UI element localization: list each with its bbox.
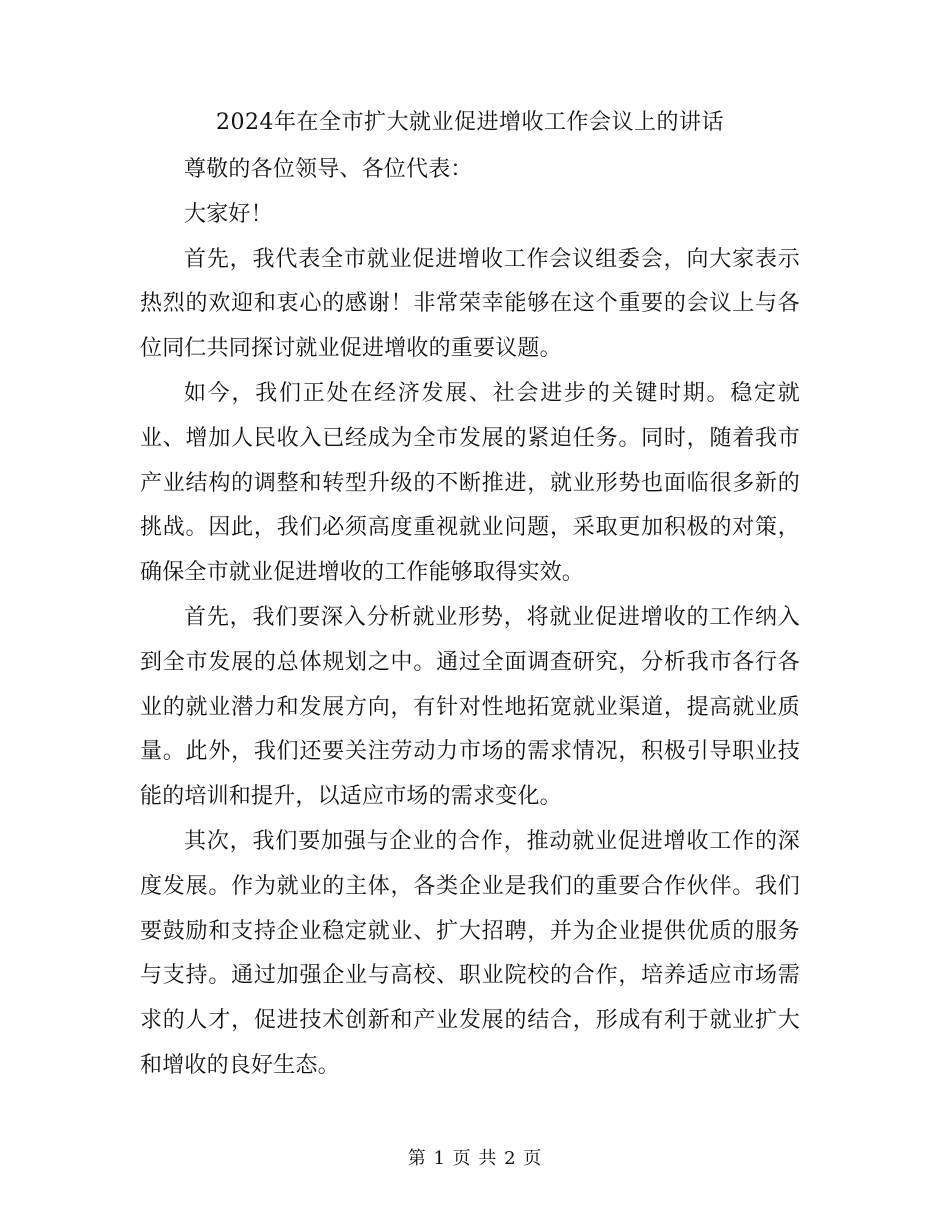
body-paragraph: 如今，我们正处在经济发展、社会进步的关键时期。稳定就业、增加人民收入已经成为全市发展的紧迫任务。同时，随着我市产业结构的调整和转型升级的不断推进，就业形势也面临很多新的挑战。因此，我们必须高度重视就业问题，采取更加积极的对策，确保全市就业促进增收的工作能够取得实效。	[140, 380, 800, 586]
greeting-paragraph: 大家好！	[184, 201, 273, 227]
document-body	[140, 148, 800, 1089]
body-paragraph: 首先，我们要深入分析就业形势，将就业促进增收的工作纳入到全市发展的总体规划之中。通过全面调查研究，分析我市各行各业的就业潜力和发展方向，有针对性地拓宽就业渠道，提高就业质量。此外，我们还要关注劳动力市场的需求情况，积极引导职业技能的培训和提升，以适应市场的需求变化。	[140, 604, 800, 810]
salutation-paragraph: 尊敬的各位领导、各位代表：	[184, 157, 473, 182]
page-number-footer: 第 1 页 共 2 页	[407, 1148, 543, 1169]
document-title: 2024年在全市扩大就业促进增收工作会议上的讲话	[216, 110, 724, 135]
body-paragraph: 首先，我代表全市就业促进增收工作会议组委会，向大家表示热烈的欢迎和衷心的感谢！非常荣幸能够在这个重要的会议上与各位同仁共同探讨就业促进增收的重要议题。	[140, 246, 800, 362]
body-paragraph: 其次，我们要加强与企业的合作，推动就业促进增收工作的深度发展。作为就业的主体，各类企业是我们的重要合作伙伴。我们要鼓励和支持企业稳定就业、扩大招聘，并为企业提供优质的服务与支持。通过加强企业与高校、职业院校的合作，培养适应市场需求的人才，促进技术创新和产业发展的结合，形成有利于就业扩大和增收的良好生态。	[140, 828, 800, 1078]
